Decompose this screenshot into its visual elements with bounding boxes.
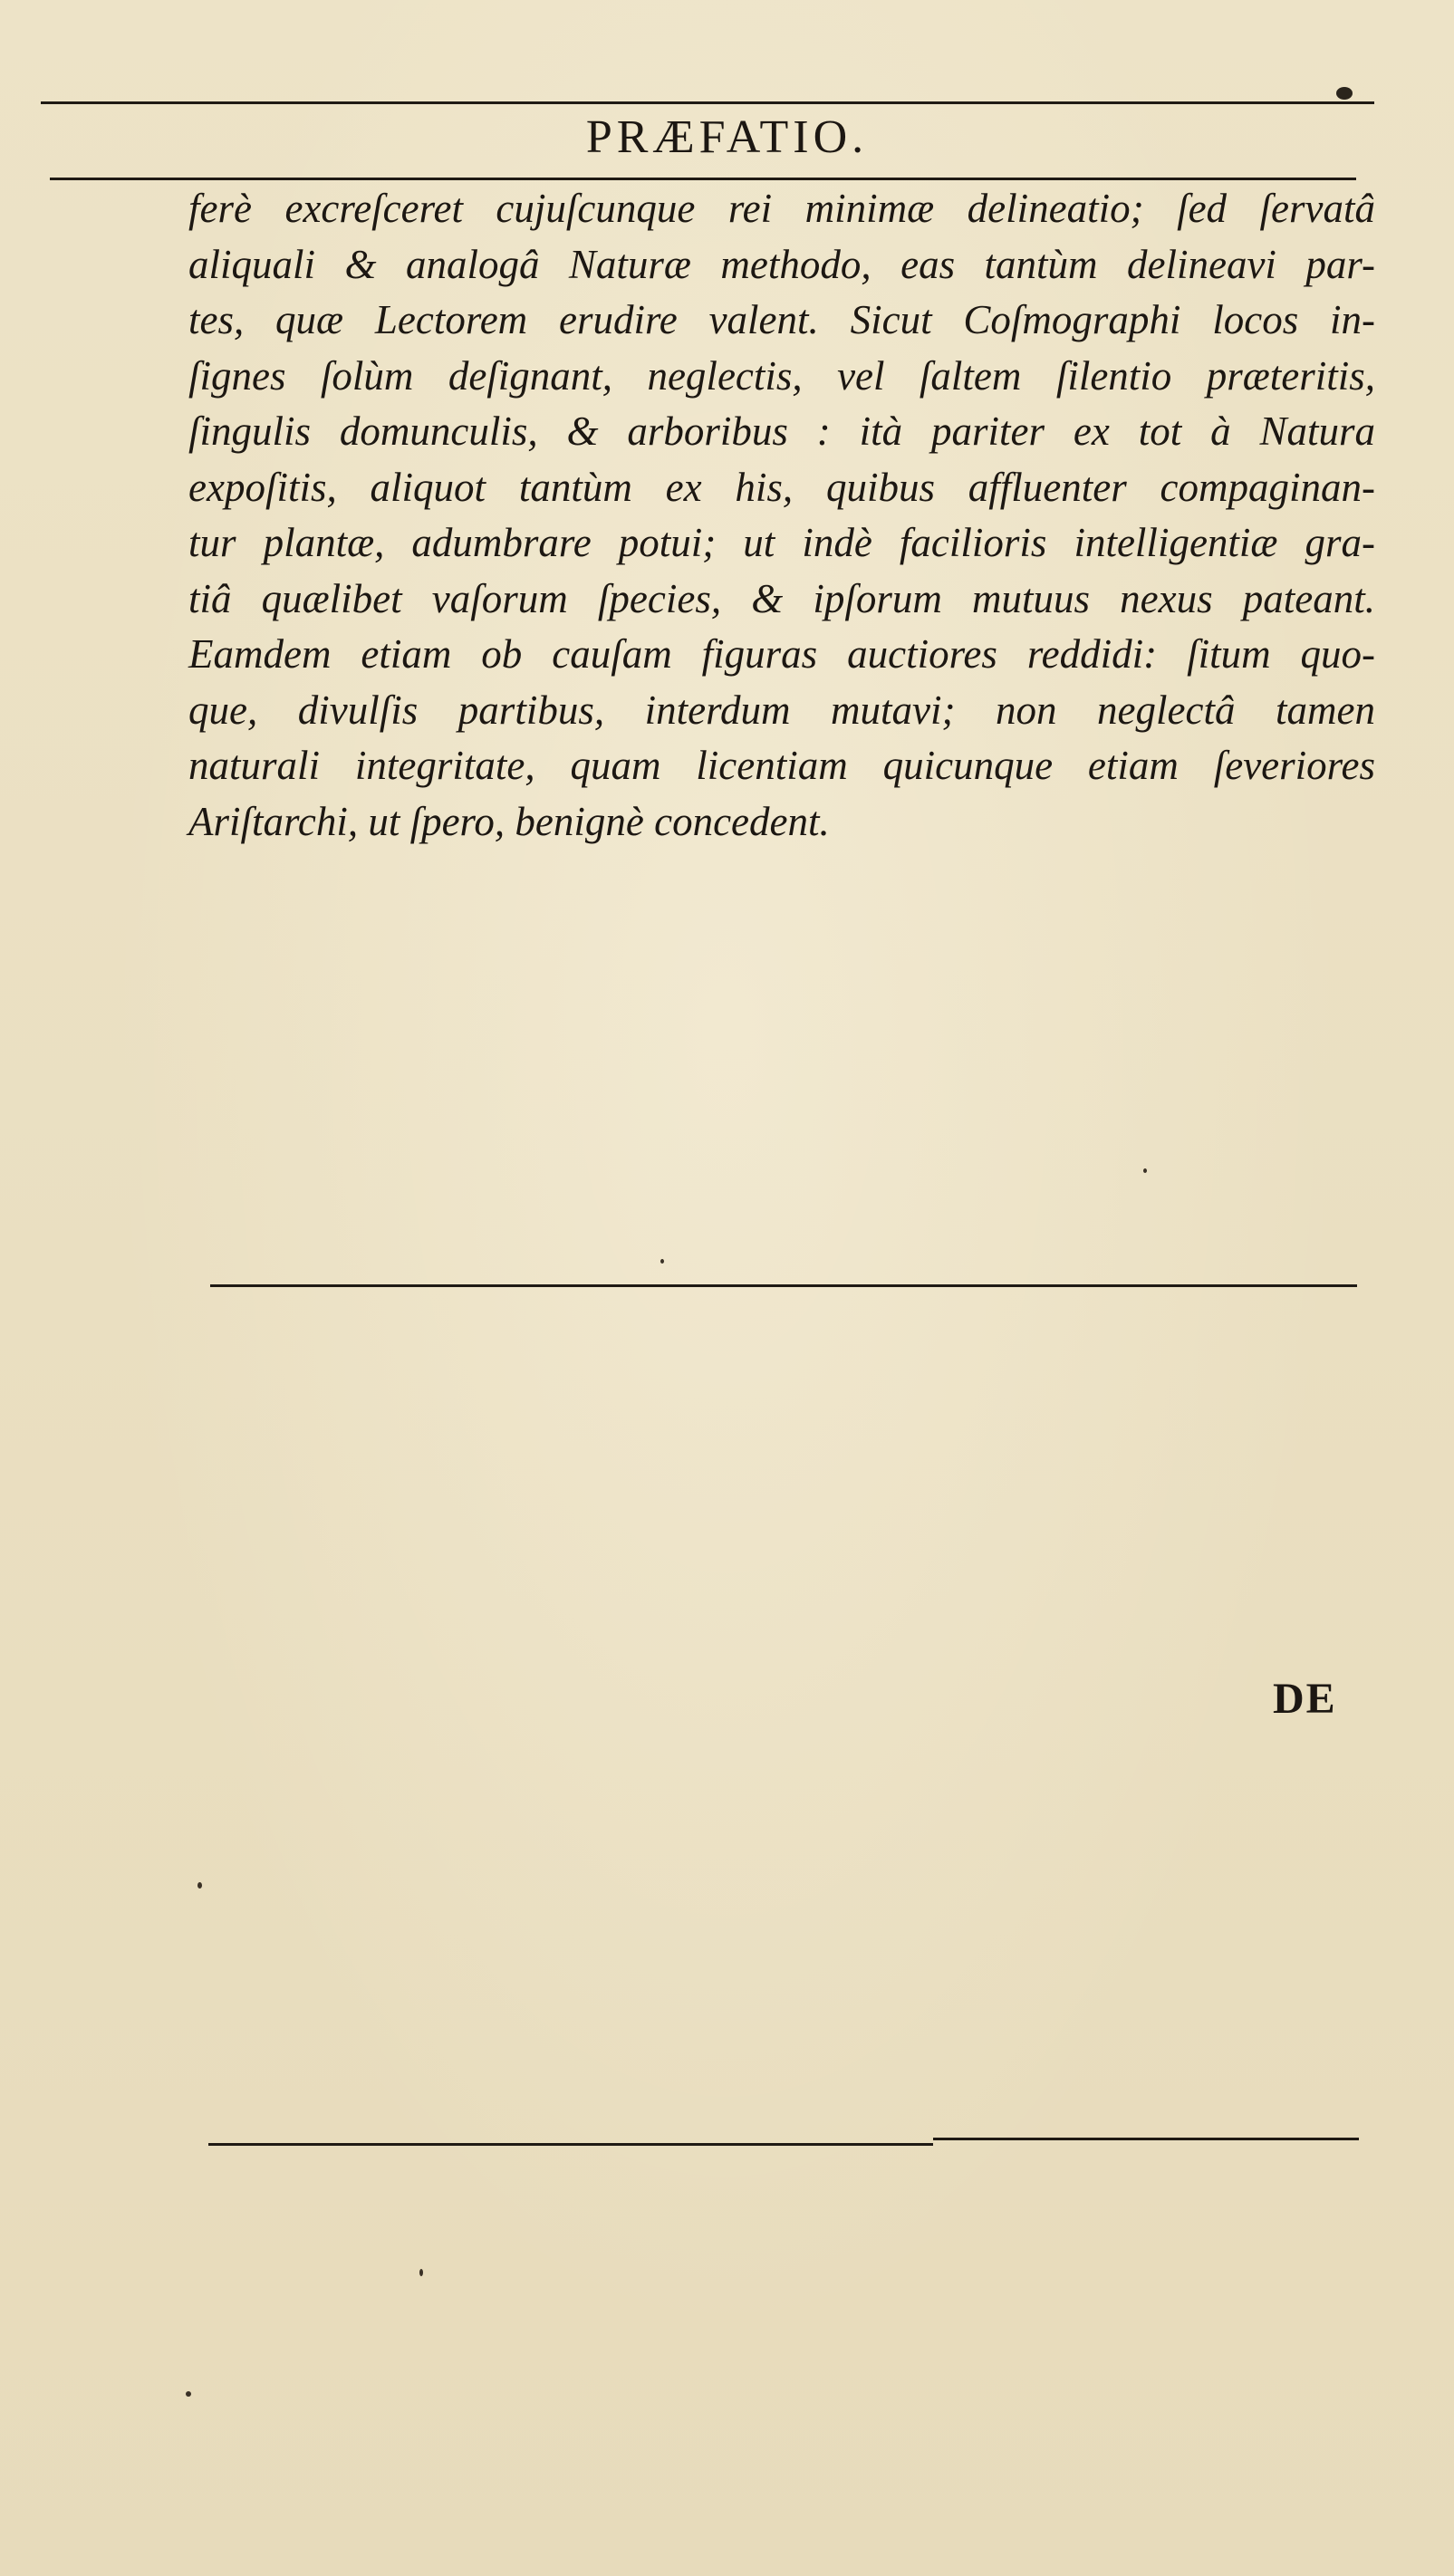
catchword: DE [1273, 1675, 1337, 1723]
preface-text [188, 181, 1375, 850]
ink-speck [1143, 1168, 1147, 1173]
text-line: ſingulis domunculis, & arboribus : ità pariter ex tot à Natura [188, 409, 1375, 454]
ink-blot [1336, 87, 1353, 100]
ink-speck [660, 1259, 664, 1264]
ink-speck [197, 1882, 202, 1889]
text-line: Eamdem etiam ob cauſam figuras auctiores reddidi: ſitum quo- [188, 631, 1375, 677]
text-line: ferè excreſceret cujuſcunque rei minimæ delineatio; ſed ſervatâ [188, 186, 1375, 231]
text-line: ſignes ſolùm deſignant, neglectis, vel ſaltem ſilentio præteritis, [188, 352, 1375, 399]
section-rule [210, 1284, 1357, 1287]
head-rule [50, 178, 1356, 180]
text-line: aliquali & analogâ Naturæ methodo, eas tantùm delineavi par- [188, 241, 1375, 287]
text-line: tes, quæ Lectorem erudire valent. Sicut Coſmographi locos in- [188, 297, 1375, 342]
bottom-rule-right [933, 2138, 1359, 2140]
text-line: naturali integritate, quam licentiam quicunque etiam ſeveriores [188, 743, 1375, 788]
ink-speck [186, 2391, 191, 2397]
text-line: tur plantæ, adumbrare potui; ut indè facilioris intelligentiæ gra- [188, 520, 1375, 565]
running-head: PRÆFATIO. [585, 111, 869, 163]
bottom-rule-left [208, 2143, 933, 2146]
text-line: expoſitis, aliquot tantùm ex his, quibus affluenter compaginan- [188, 464, 1375, 510]
text-line: Ariſtarchi, ut ſpero, benignè concedent. [188, 798, 830, 844]
text-line: tiâ quælibet vaſorum ſpecies, & ipſorum mutuus nexus pateant. [188, 575, 1375, 621]
ink-speck [419, 2269, 423, 2276]
text-line: que, divulſis partibus, interdum mutavi; non neglectâ tamen [188, 687, 1375, 733]
